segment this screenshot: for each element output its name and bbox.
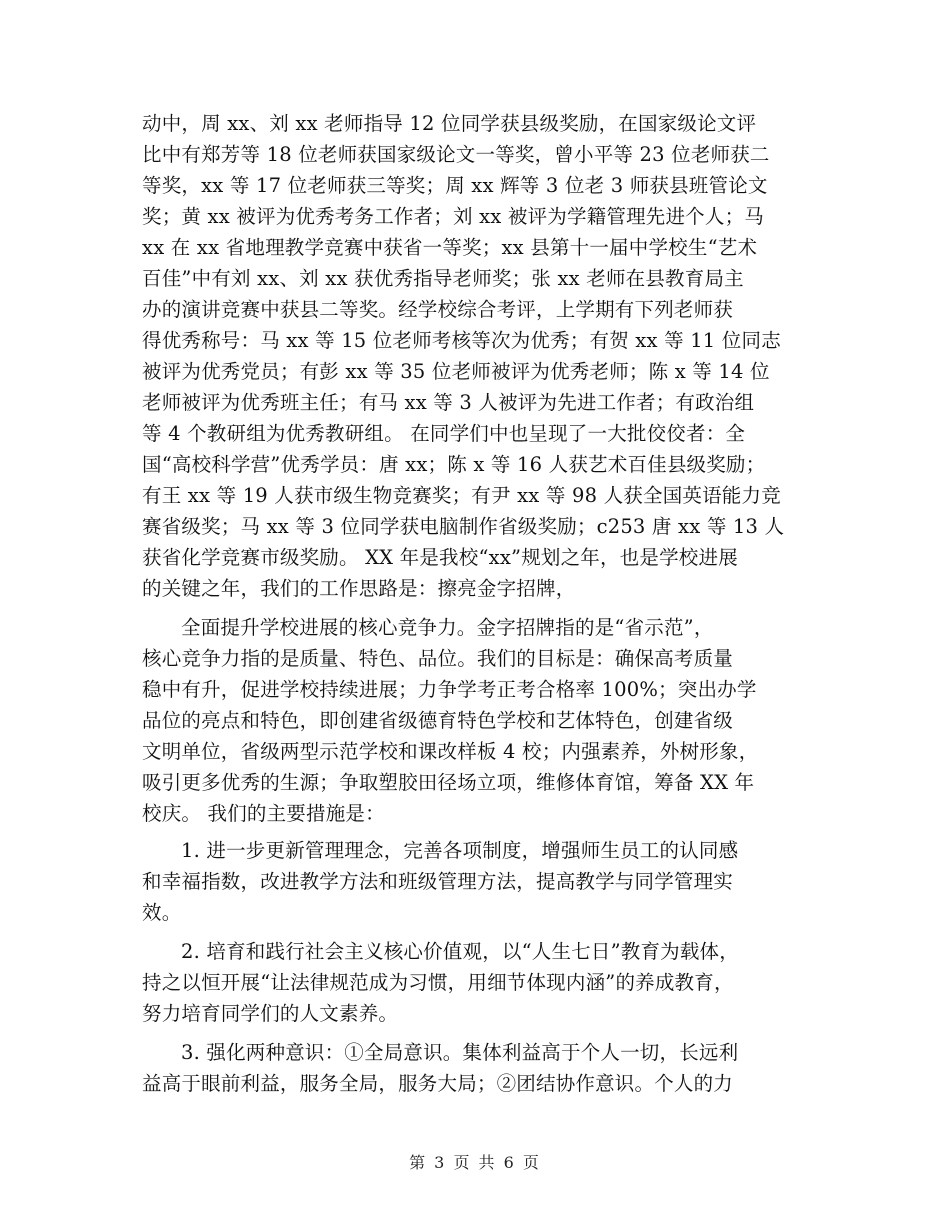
- text-line: 品位的亮点和特色，即创建省级德育特色学校和艺体特色，创建省级: [142, 709, 734, 732]
- text-line: 办的演讲竞赛中获县二等奖。经学校综合考评，上学期有下列老师获: [142, 298, 734, 321]
- text-line: 比中有郑芳等 18 位老师获国家级论文一等奖，曾小平等 23 位老师获二: [142, 143, 770, 166]
- text-line: xx 在 xx 省地理教学竞赛中获省一等奖；xx 县第十一届中学校生“艺术: [142, 236, 758, 259]
- text-line: 得优秀称号：马 xx 等 15 位老师考核等次为优秀；有贺 xx 等 11 位同志: [142, 329, 781, 352]
- paragraph-goals: [142, 612, 822, 829]
- text-line: 1. 进一步更新管理理念，完善各项制度，增强师生员工的认同感: [181, 839, 739, 862]
- text-line: 3. 强化两种意识：①全局意识。集体利益高于个人一切，长远利: [181, 1041, 739, 1064]
- text-line: 等奖，xx 等 17 位老师获三等奖；周 xx 辉等 3 位老 3 师获县班管论文: [142, 174, 768, 197]
- document-body: [142, 108, 822, 1107]
- text-line: 益高于眼前利益，服务全局，服务大局；②团结协作意识。个人的力: [142, 1072, 734, 1095]
- text-line: 努力培育同学们的人文素养。: [142, 1002, 399, 1025]
- text-line: 效。: [142, 901, 182, 924]
- measure-item-3: [142, 1037, 822, 1099]
- text-line: 等 4 个教研组为优秀教研组。 在同学们中也呈现了一大批佼佼者：全: [142, 422, 746, 445]
- text-line: 稳中有升，促进学校持续进展；力争学考正考合格率 100%；突出办学: [142, 678, 757, 701]
- measure-item-1: [142, 835, 822, 928]
- text-line: 奖；黄 xx 被评为优秀考务工作者；刘 xx 被评为学籍管理先进个人；马: [142, 205, 764, 228]
- text-line: 被评为优秀党员；有彭 xx 等 35 位老师被评为优秀老师；陈 x 等 14 位: [142, 360, 770, 383]
- text-line: 全面提升学校进展的核心竞争力。金字招牌指的是“省示范”，: [181, 616, 714, 639]
- page-number-footer: 第 3 页 共 6 页: [409, 1153, 541, 1172]
- text-line: 核心竞争力指的是质量、特色、品位。我们的目标是：确保高考质量: [142, 647, 734, 670]
- paragraph-awards: [142, 108, 822, 604]
- text-line: 赛省级奖；马 xx 等 3 位同学获电脑制作省级奖励；c253 唐 xx 等 13 人: [142, 515, 785, 538]
- text-line: 有王 xx 等 19 人获市级生物竞赛奖；有尹 xx 等 98 人获全国英语能力竞: [142, 484, 781, 507]
- text-line: 校庆。 我们的主要措施是：: [142, 802, 385, 825]
- measure-item-2: [142, 936, 822, 1029]
- text-line: 和幸福指数，改进教学方法和班级管理方法，提高教学与同学管理实: [142, 870, 734, 893]
- text-line: 动中，周 xx、刘 xx 老师指导 12 位同学获县级奖励，在国家级论文评: [142, 112, 757, 135]
- text-line: 持之以恒开展“让法律规范成为习惯，用细节体现内涵”的养成教育，: [142, 971, 734, 994]
- text-line: 获省化学竞赛市级奖励。 XX 年是我校“xx”规划之年，也是学校进展: [142, 546, 738, 569]
- text-line: 2. 培育和践行社会主义核心价值观，以“人生七日”教育为载体，: [181, 940, 739, 963]
- text-line: 的关键之年，我们的工作思路是：擦亮金字招牌，: [142, 577, 576, 600]
- text-line: 文明单位，省级两型示范学校和课改样板 4 校；内强素养，外树形象，: [142, 740, 759, 763]
- text-line: 国“高校科学营”优秀学员：唐 xx；陈 x 等 16 人获艺术百佳县级奖励；: [142, 453, 766, 476]
- text-line: 老师被评为优秀班主任；有马 xx 等 3 人被评为先进工作者；有政治组: [142, 391, 755, 414]
- text-line: 百佳”中有刘 xx、刘 xx 获优秀指导老师奖；张 xx 老师在县教育局主: [142, 267, 744, 290]
- text-line: 吸引更多优秀的生源；争取塑胶田径场立项，维修体育馆，筹备 XX 年: [142, 771, 755, 794]
